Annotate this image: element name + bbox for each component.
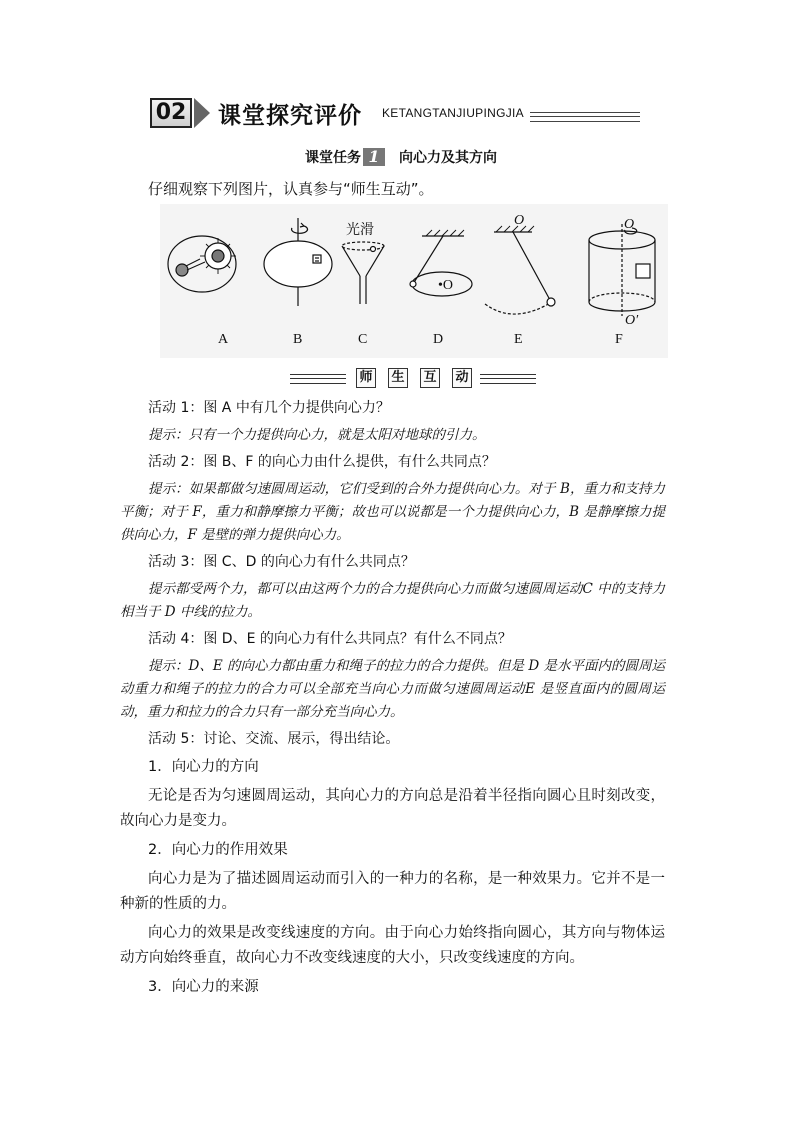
- section-wedge-icon: [194, 98, 210, 128]
- section-header: [150, 96, 640, 132]
- task-heading: [305, 147, 497, 167]
- physics-figure: [160, 204, 668, 358]
- paragraph-effect-2: 向心力的效果是改变线速度的方向。由于向心力始终指向圆心，其方向与物体运动方向始终垂直，故向心力不改变线速度的大小，只改变线速度的方向。: [120, 925, 665, 966]
- figure-f-top-label: O: [624, 217, 635, 232]
- subheading-source: 3．向心力的来源: [148, 979, 259, 995]
- paragraph-effect-1: 向心力是为了描述圆周运动而引入的一种力的名称，是一种效果力。它并不是一种新的性质的力。: [120, 871, 665, 912]
- banner-char: 生: [388, 368, 408, 388]
- figure-label-d: D: [433, 332, 444, 347]
- figure-f-bottom-label: O′: [625, 313, 639, 328]
- figure-b-turntable: [264, 218, 332, 306]
- banner-char: 师: [356, 368, 376, 388]
- figure-e-pivot-label: O: [514, 213, 525, 228]
- section-title: 课堂探究评价: [218, 103, 362, 129]
- activity-4: 活动 4：图 D、E 的向心力有什么共同点？有什么不同点？: [148, 631, 512, 647]
- banner-rule-right: [480, 374, 536, 384]
- activity-5: 活动 5：讨论、交流、展示，得出结论。: [148, 731, 400, 747]
- figure-label-f: F: [615, 332, 623, 347]
- task-label: 课堂任务: [305, 150, 361, 166]
- activity-2: 活动 2：图 B、F 的向心力由什么提供，有什么共同点？: [148, 454, 496, 470]
- banner-rule-left: [290, 374, 346, 384]
- figure-d-conical-pendulum: [410, 230, 472, 296]
- figure-c-annotation: 光滑: [346, 223, 374, 238]
- banner-char: 互: [420, 368, 440, 388]
- hint-2: 提示：如果都做匀速圆周运动，它们受到的合外力提供向心力。对于 B，重力和支持力平衡；对于 F，重力和静摩擦力平衡；故也可以说都是一个力提供向心力，B 是静摩擦力提供向心力，F 是壁的弹力提供向心力。: [120, 481, 665, 543]
- figure-a-orbit: [168, 236, 236, 292]
- activity-3: 活动 3：图 C、D 的向心力有什么共同点？: [148, 554, 415, 570]
- subheading-direction: 1．向心力的方向: [148, 759, 259, 775]
- figure-label-e: E: [514, 332, 523, 347]
- paragraph-direction: 无论是否为匀速圆周运动，其向心力的方向总是沿着半径指向圆心且时刻改变，故向心力是变力。: [120, 788, 665, 829]
- banner-char: 动: [452, 368, 472, 388]
- banner-chars: [356, 368, 472, 388]
- intro-text: 仔细观察下列图片，认真参与“师生互动”。: [148, 180, 434, 198]
- hint-1: 提示：只有一个力提供向心力，就是太阳对地球的引力。: [148, 427, 486, 443]
- section-number: 02: [150, 98, 192, 128]
- figure-c-funnel: [342, 221, 384, 304]
- figure-d-center-label: •O: [438, 278, 454, 293]
- section-decor-lines: [530, 112, 640, 122]
- figure-f-cylinder: [589, 217, 655, 328]
- figure-label-c: C: [358, 332, 368, 347]
- figure-label-a: A: [218, 332, 229, 347]
- figure-e-pendulum: [485, 213, 555, 314]
- teacher-student-banner: [290, 368, 536, 390]
- subheading-effect: 2．向心力的作用效果: [148, 842, 288, 858]
- task-number-badge: 1: [363, 148, 385, 166]
- body-text: [120, 397, 665, 1004]
- figure-label-b: B: [293, 332, 303, 347]
- hint-4: 提示：D、E 的向心力都由重力和绳子的拉力的合力提供。但是 D 是水平面内的圆周运动重力和绳子的拉力的合力可以全部充当向心力而做匀速圆周运动E 是竖直面内的圆周运动，重力和拉力的合力只有一部分充当向心力。: [120, 658, 665, 720]
- section-pinyin: KETANGTANJIUPINGJIA: [382, 106, 524, 120]
- activity-1: 活动 1：图 A 中有几个力提供向心力？: [148, 400, 390, 416]
- hint-3: 提示都受两个力，都可以由这两个力的合力提供向心力而做匀速圆周运动C 中的支持力相当于 D 中线的拉力。: [120, 581, 665, 620]
- task-name: 向心力及其方向: [399, 150, 497, 166]
